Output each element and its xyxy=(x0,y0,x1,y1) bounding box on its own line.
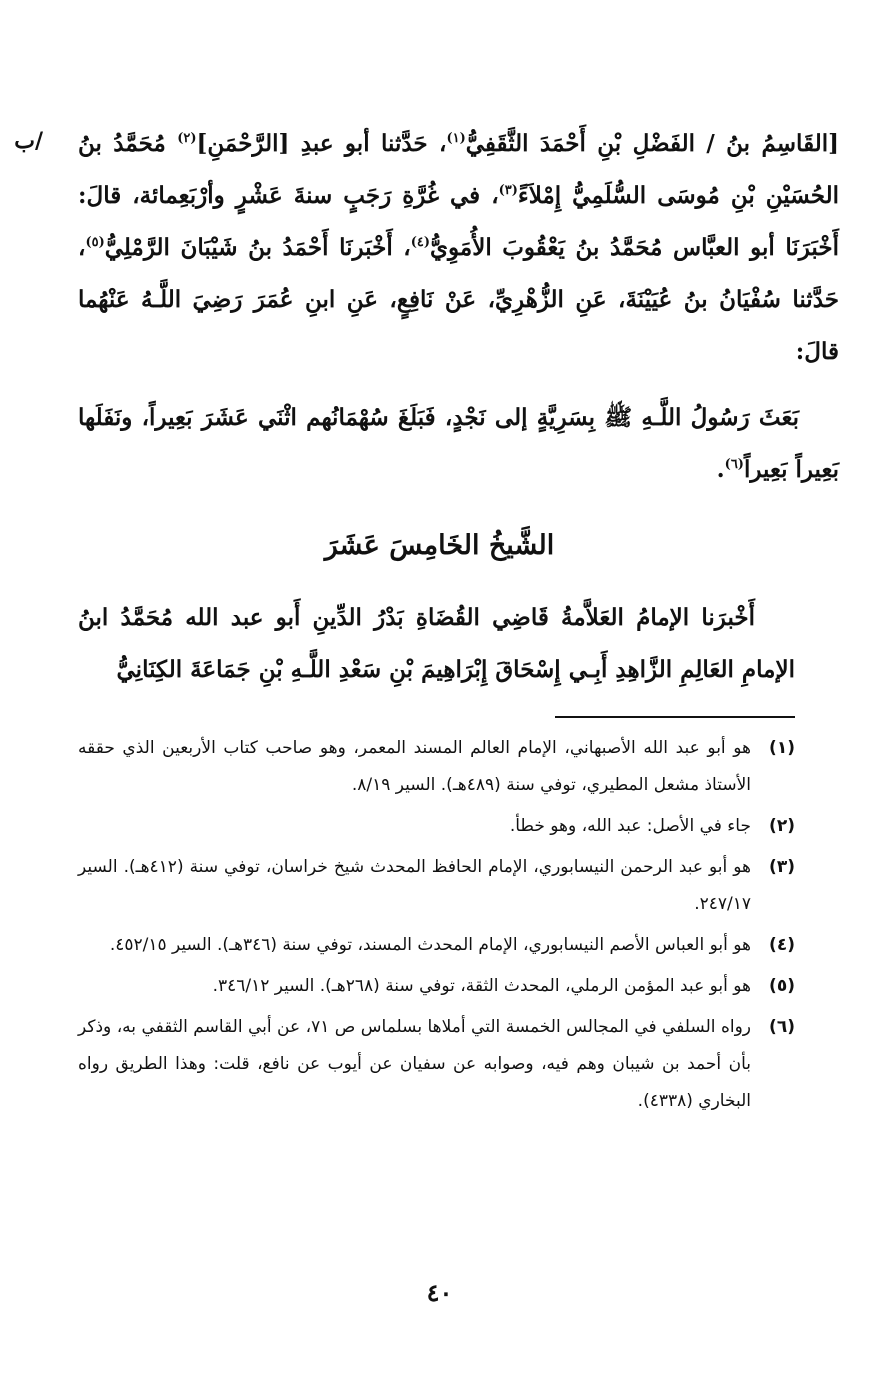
footnote-ref-6[interactable]: (٦) xyxy=(724,456,744,472)
matn-paragraph xyxy=(78,392,839,496)
footnote-item xyxy=(78,968,795,1005)
footnote-item xyxy=(78,927,795,964)
footnote-text: هو أبو عبد الرحمن النيسابوري، الإمام الحافظ المحدث شيخ خراسان، توفي سنة (٤١٢هـ). السير ٢٤٧/١٧. xyxy=(78,857,751,914)
footnote-item xyxy=(78,730,795,804)
footnote-text: جاء في الأصل: عبد الله، وهو خطأ. xyxy=(509,816,751,836)
footnote-text: هو أبو عبد المؤمن الرملي، المحدث الثقة، توفي سنة (٢٦٨هـ). السير ٣٤٦/١٢. xyxy=(212,976,751,996)
footnote-number: (٦) xyxy=(769,1017,795,1037)
isnad-text-5: ، أَخْبَرنَا أَحْمَدُ بنُ شَيْبَانَ الرَّمْلِيُّ xyxy=(104,234,411,261)
footnote-item xyxy=(78,849,795,923)
matn-text-2: . xyxy=(716,456,725,483)
manuscript-folio-marker: /ب xyxy=(14,128,43,154)
isnad-text-1: [القَاسِمُ بنُ / الفَضْلِ بْنِ أَحْمَدَ الثَّقَفِيُّ xyxy=(465,130,839,157)
isnad-paragraph xyxy=(78,118,839,378)
footnote-ref-3[interactable]: (٣) xyxy=(498,182,518,198)
footnote-text: هو أبو عبد الله الأصبهاني، الإمام العالم المسند المعمر، وهو صاحب كتاب الأربعين الذي حققه الأستاذ مشعل المطيري، توفي سنة (٤٨٩هـ). السير ٨/١٩. xyxy=(78,738,751,795)
matn-text-1: بَعَثَ رَسُولُ اللَّـهِ ﷺ بِسَرِيَّةٍ إلى نَجْدٍ، فَبَلَغَ سُهْمَانُهم اثْنَي عَشَرَ بَعِيراً، ونَفَلَها بَعِيراً بَعِيراً xyxy=(78,404,839,483)
footnote-ref-4[interactable]: (٤) xyxy=(410,234,430,250)
footnote-text: هو أبو العباس الأصم النيسابوري، الإمام المحدث المسند، توفي سنة (٣٤٦هـ). السير ٤٥٢/١٥. xyxy=(109,935,751,955)
footnote-ref-1[interactable]: (١) xyxy=(446,130,466,146)
footnote-number: (٢) xyxy=(769,816,795,836)
footnote-number: (٣) xyxy=(769,857,795,877)
isnad-text-6: ، حَدَّثنا سُفْيَانُ بنُ عُيَيْنَةَ، عَنِ الزُّهْرِيِّ، عَنْ نَافِعٍ، عَنِ ابنِ عُمَرَ رَضِيَ اللَّـهُ عَنْهُما قالَ: xyxy=(78,234,839,365)
isnad-text-4: ، في غُرَّةِ رَجَبٍ سنةَ عَشْرٍ وأرْبَعِمائة، قالَ: أَخْبَرَنَا أبو العبَّاس مُحَمَّدُ بنُ يَعْقُوبَ الأُمَوِيُّ xyxy=(78,182,839,261)
footnote-number: (٥) xyxy=(769,976,795,996)
footnote-number: (٤) xyxy=(769,935,795,955)
isnad-text-2: ، حَدَّثنا أبو عبدِ [الرَّحْمَنِ] xyxy=(196,130,447,157)
footnote-item xyxy=(78,808,795,845)
footnote-divider xyxy=(555,716,795,718)
footnote-item xyxy=(78,1009,795,1120)
page-number: ٤٠ xyxy=(426,1278,453,1307)
section-heading: الشَّيخُ الخَامِسَ عَشَرَ xyxy=(324,530,555,561)
isnad-text-3: مُحَمَّدُ بنُ الحُسَيْنِ بْنِ مُوسَى السُّلَمِيُّ إِمْلاَءً xyxy=(78,130,839,209)
footnotes-list xyxy=(78,730,795,1124)
footnote-ref-2[interactable]: (٢) xyxy=(177,130,197,146)
footnote-ref-5[interactable]: (٥) xyxy=(85,234,105,250)
section-body-paragraph: أَخْبرَنا الإمامُ العَلاَّمةُ قَاضِي القُضَاةِ بَدْرُ الدِّينِ أَبو عبد الله مُحَمَّدُ ابنُ الإمامِ العَالِمِ الزَّاهِدِ أَبِـي إِسْحَاقَ إِبْرَاهِيمَ بْنِ سَعْدِ اللَّـهِ بْنِ جَمَاعَةَ الكِنَانِيُّ xyxy=(78,604,795,683)
footnote-text: رواه السلفي في المجالس الخمسة التي أملاها بسلماس ص ٧١، عن أبي القاسم الثقفي به، وذكر بأن أحمد بن شيبان وهم فيه، وصوابه عن سفيان عن أيوب عن نافع، قلت: وهذا الطريق رواه البخاري (٤٣٣٨). xyxy=(78,1017,751,1111)
hadith-chain-section xyxy=(78,118,839,496)
footnote-number: (١) xyxy=(769,738,795,758)
